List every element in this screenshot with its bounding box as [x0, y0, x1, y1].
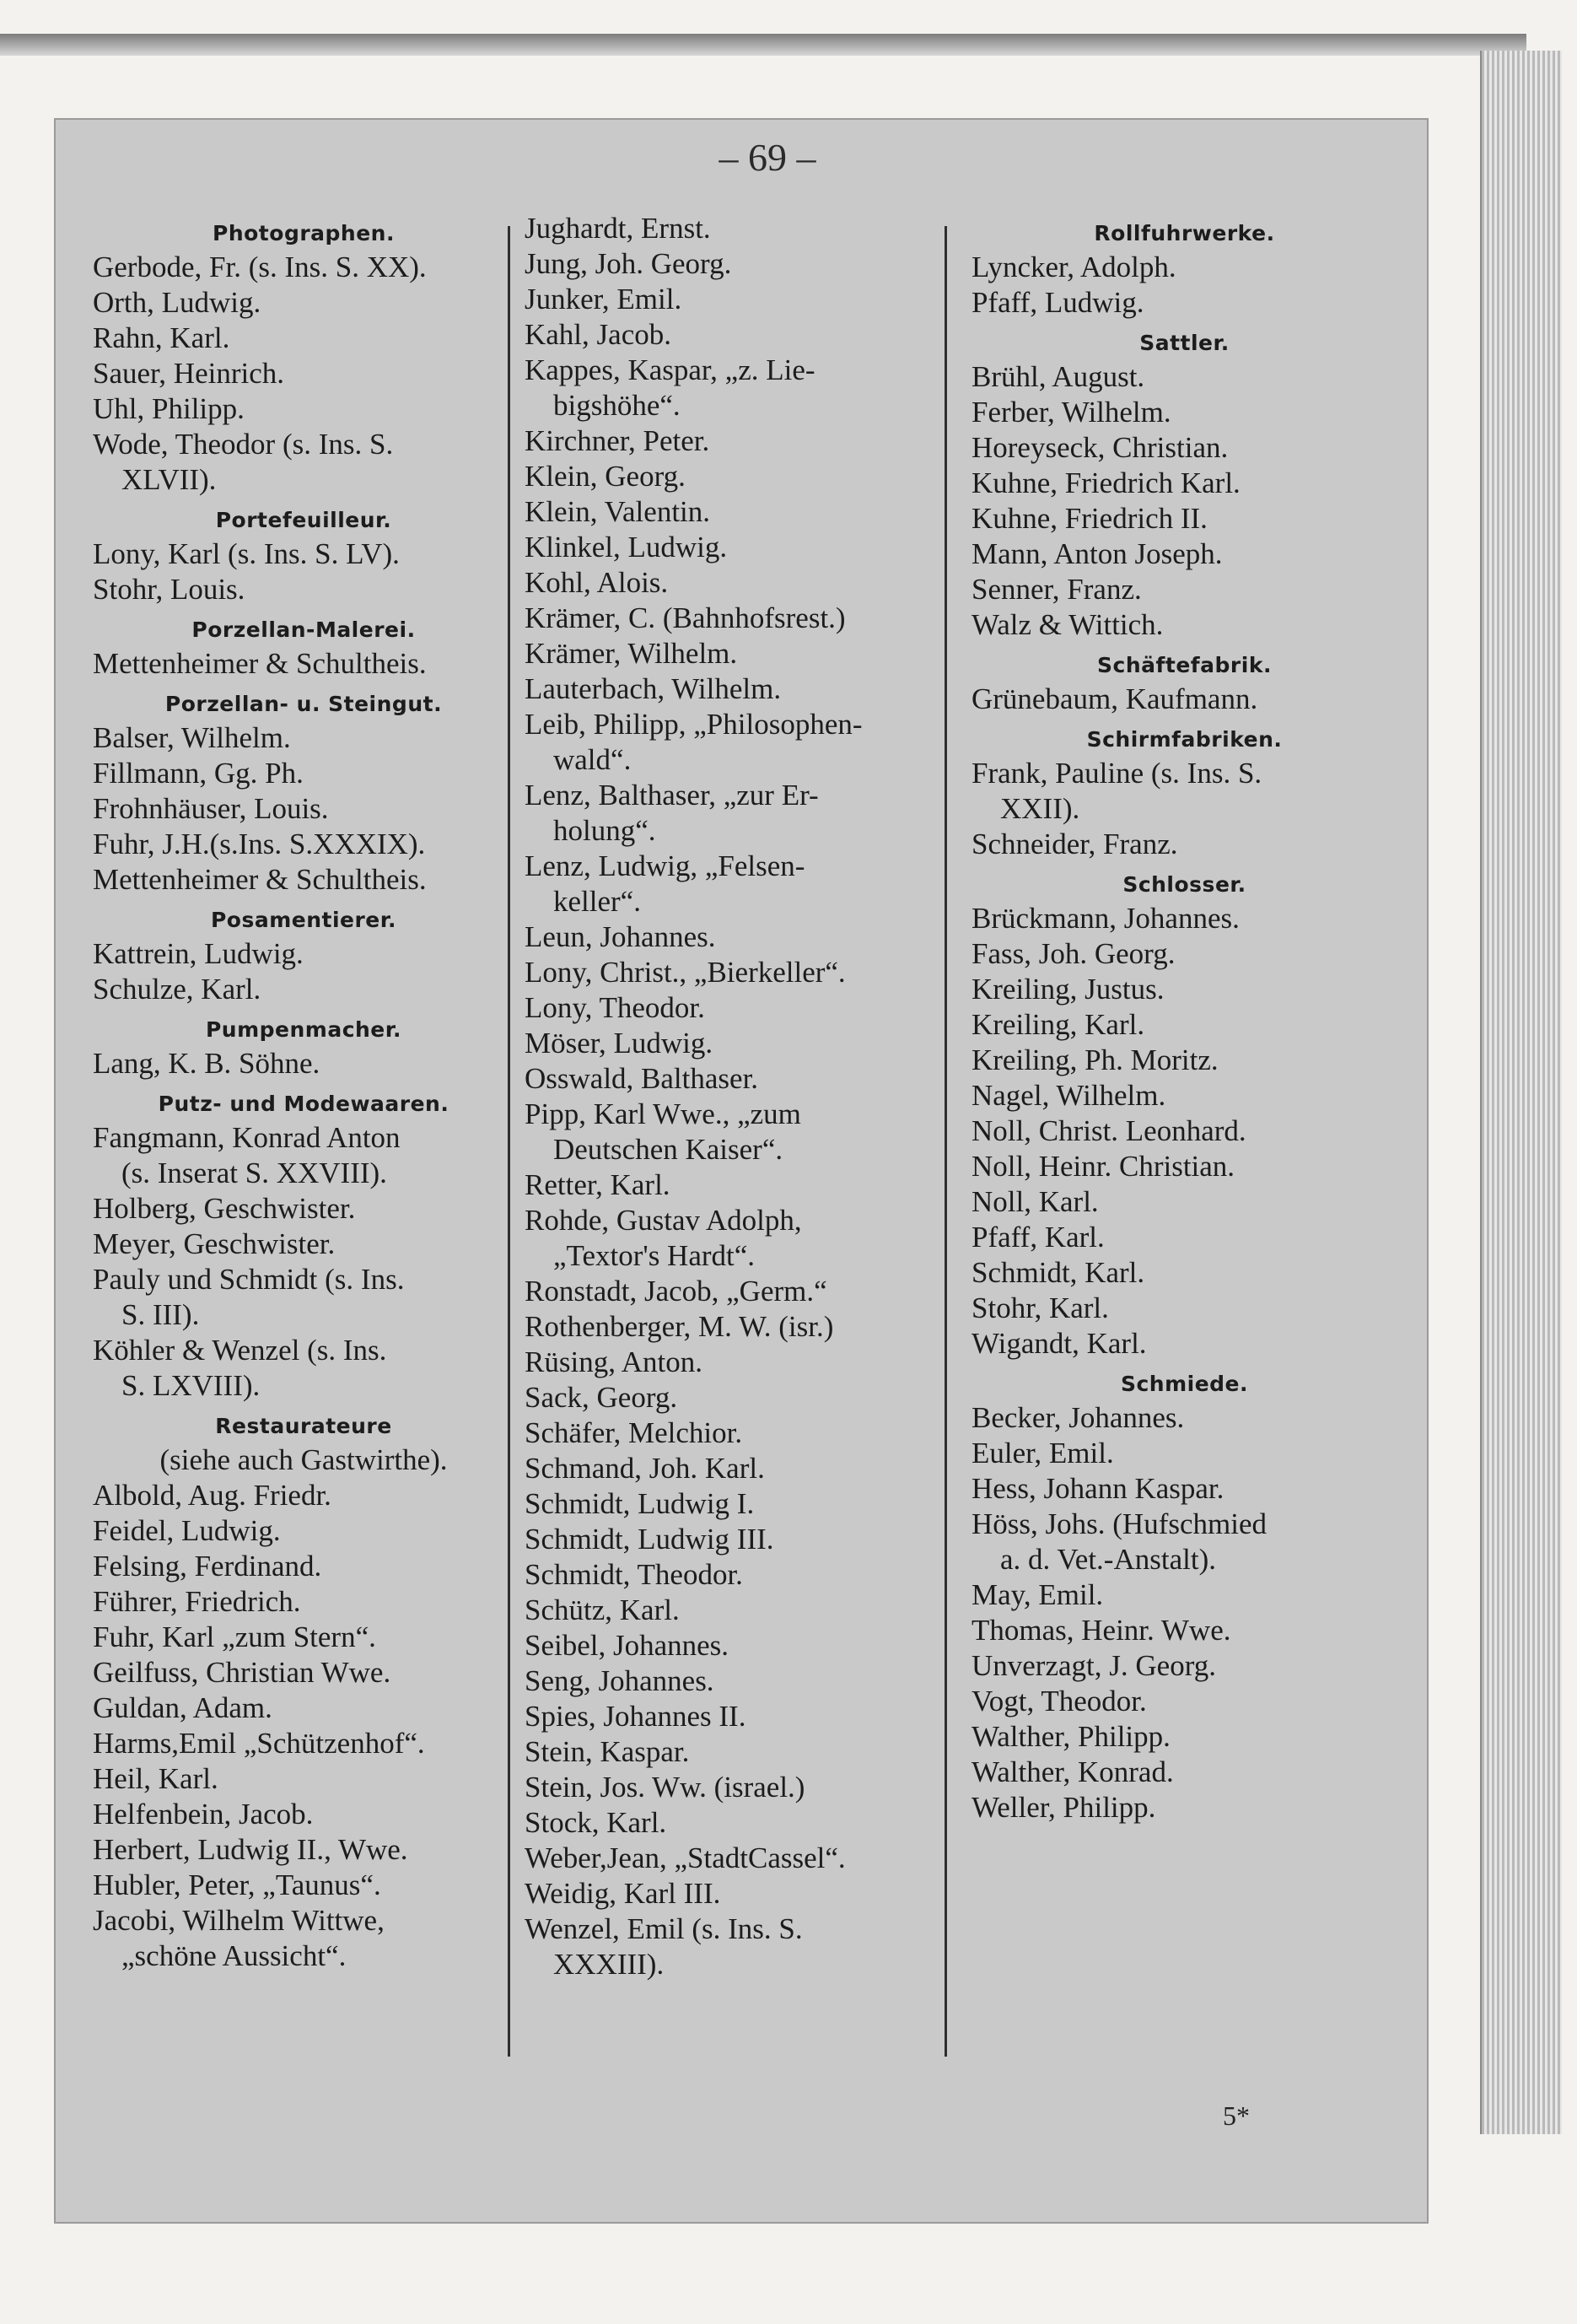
directory-entry: Lang, K. B. Söhne.: [93, 1047, 320, 1080]
directory-entry: Stohr, Louis.: [93, 573, 245, 606]
section-heading: Photographen.: [213, 221, 395, 245]
directory-entry: Meyer, Geschwister.: [93, 1227, 336, 1260]
directory-entry: Hubler, Peter, „Taunus“.: [93, 1868, 381, 1901]
directory-entry: Holberg, Geschwister.: [93, 1192, 356, 1225]
directory-entry: Fuhr, J.H.(s.Ins. S.XXXIX).: [93, 828, 426, 860]
directory-entry: Lony, Theodor.: [525, 991, 705, 1024]
directory-entry: holung“.: [553, 814, 656, 847]
directory-entry: Ferber, Wilhelm.: [971, 396, 1171, 429]
section-heading: Porzellan- u. Steingut.: [164, 692, 443, 716]
directory-entry: Fass, Joh. Georg.: [971, 937, 1176, 970]
section-heading: Posamentierer.: [210, 908, 397, 932]
directory-entry: Weidig, Karl III.: [525, 1877, 721, 1910]
directory-entry: Grünebaum, Kaufmann.: [971, 682, 1258, 715]
directory-entry: keller“.: [553, 885, 641, 918]
directory-entry: XLVII).: [121, 463, 217, 496]
directory-entry: Junker, Emil.: [525, 283, 682, 315]
directory-entry: Mettenheimer & Schultheis.: [93, 863, 427, 896]
directory-entry: Wenzel, Emil (s. Ins. S.: [525, 1912, 803, 1945]
directory-entry: Krämer, Wilhelm.: [525, 637, 738, 670]
directory-entry: Felsing, Ferdinand.: [93, 1550, 322, 1583]
directory-entry: Weber,Jean, „StadtCassel“.: [525, 1841, 846, 1874]
directory-entry: Becker, Johannes.: [971, 1401, 1185, 1434]
directory-entry: Kahl, Jacob.: [525, 318, 671, 351]
directory-entry: Stein, Jos. Ww. (israel.): [525, 1771, 805, 1804]
directory-entry: Rothenberger, M. W. (isr.): [525, 1310, 834, 1343]
directory-entry: Balser, Wilhelm.: [93, 721, 291, 754]
directory-entry: Gerbode, Fr. (s. Ins. S. XX).: [93, 251, 427, 283]
directory-entry: Uhl, Philipp.: [93, 392, 245, 425]
directory-entry: Lony, Karl (s. Ins. S. LV).: [93, 537, 400, 570]
directory-entry: bigshöhe“.: [553, 389, 681, 422]
page-number: – 69 –: [719, 136, 816, 179]
directory-entry: Walz & Wittich.: [971, 608, 1164, 641]
directory-entry: Sack, Georg.: [525, 1381, 678, 1414]
directory-entry: Vogt, Theodor.: [971, 1685, 1147, 1717]
directory-entry: Kattrein, Ludwig.: [93, 937, 304, 970]
directory-entry: a. d. Vet.-Anstalt).: [1000, 1543, 1216, 1576]
directory-entry: Frohnhäuser, Louis.: [93, 792, 329, 825]
directory-entry: Klinkel, Ludwig.: [525, 531, 728, 563]
directory-entry: Krämer, C. (Bahnhofsrest.): [525, 601, 846, 634]
directory-entry: Nagel, Wilhelm.: [971, 1079, 1166, 1112]
directory-entry: Stohr, Karl.: [971, 1291, 1109, 1324]
directory-entry: Kreiling, Justus.: [971, 973, 1165, 1006]
directory-entry: Euler, Emil.: [971, 1437, 1114, 1469]
directory-entry: Mettenheimer & Schultheis.: [93, 647, 427, 680]
directory-entry: Möser, Ludwig.: [525, 1027, 713, 1060]
section-heading: Restaurateure: [215, 1414, 392, 1438]
directory-entry: Retter, Karl.: [525, 1168, 670, 1201]
section-heading: Portefeuilleur.: [215, 508, 392, 532]
directory-entry: Fuhr, Karl „zum Stern“.: [93, 1620, 376, 1653]
directory-entry: Fangmann, Konrad Anton: [93, 1121, 401, 1154]
directory-entry: Brückmann, Johannes.: [971, 902, 1240, 935]
directory-entry: Klein, Valentin.: [525, 495, 711, 528]
directory-entry: Thomas, Heinr. Wwe.: [971, 1614, 1231, 1647]
directory-entry: Jacobi, Wilhelm Wittwe,: [93, 1904, 385, 1937]
directory-entry: Noll, Heinr. Christian.: [971, 1150, 1235, 1183]
directory-entry: (s. Inserat S. XXVIII).: [121, 1157, 387, 1189]
directory-entry: Wigandt, Karl.: [971, 1327, 1147, 1360]
section-heading: Sattler.: [1139, 331, 1230, 355]
section-heading: Porzellan-Malerei.: [191, 617, 416, 642]
directory-column-3: [971, 211, 1397, 1825]
directory-entry: S. III).: [121, 1298, 200, 1331]
directory-entry: Walther, Philipp.: [971, 1720, 1171, 1753]
directory-entry: Lauterbach, Wilhelm.: [525, 672, 782, 705]
directory-entry: Schmidt, Theodor.: [525, 1558, 743, 1591]
directory-entry: Weller, Philipp.: [971, 1791, 1156, 1824]
directory-entry: Unverzagt, J. Georg.: [971, 1649, 1216, 1682]
directory-entry: Sauer, Heinrich.: [93, 357, 284, 390]
directory-entry: Jung, Joh. Georg.: [525, 247, 732, 280]
directory-entry: Mann, Anton Joseph.: [971, 537, 1223, 570]
directory-entry: Seng, Johannes.: [525, 1664, 714, 1697]
directory-entry: Schmidt, Ludwig I.: [525, 1487, 755, 1520]
directory-entry: Fillmann, Gg. Ph.: [93, 757, 304, 790]
directory-entry: Noll, Christ. Leonhard.: [971, 1114, 1246, 1147]
top-edge-shadow: [0, 34, 1526, 56]
directory-entry: XXII).: [1000, 792, 1080, 825]
directory-entry: Schäfer, Melchior.: [525, 1416, 743, 1449]
directory-entry: Leun, Johannes.: [525, 920, 716, 953]
directory-entry: Pfaff, Ludwig.: [971, 286, 1144, 319]
directory-column-2: [525, 211, 967, 1982]
directory-entry: Heil, Karl.: [93, 1762, 218, 1795]
directory-entry: Noll, Karl.: [971, 1185, 1099, 1218]
directory-entry: Feidel, Ludwig.: [93, 1514, 281, 1547]
directory-entry: Pauly und Schmidt (s. Ins.: [93, 1263, 405, 1296]
directory-entry: Leib, Philipp, „Philosophen-: [525, 708, 863, 741]
directory-entry: Lenz, Balthaser, „zur Er-: [525, 779, 819, 812]
directory-entry: Walther, Konrad.: [971, 1755, 1174, 1788]
directory-entry: Seibel, Johannes.: [525, 1629, 729, 1662]
directory-entry: „Textor's Hardt“.: [553, 1239, 756, 1272]
directory-entry: Pfaff, Karl.: [971, 1221, 1105, 1254]
directory-entry: Deutschen Kaiser“.: [553, 1133, 783, 1166]
directory-entry: May, Emil.: [971, 1578, 1104, 1611]
directory-entry: Höss, Johs. (Hufschmied: [971, 1507, 1267, 1540]
sheet-signature: 5*: [1223, 2100, 1250, 2131]
directory-entry: Horeyseck, Christian.: [971, 431, 1229, 464]
directory-entry: Helfenbein, Jacob.: [93, 1798, 314, 1831]
directory-entry: „schöne Aussicht“.: [121, 1939, 347, 1972]
section-note: (siehe auch Gastwirthe).: [159, 1443, 448, 1476]
book-page-edges: [1480, 51, 1562, 2134]
directory-entry: Orth, Ludwig.: [93, 286, 261, 319]
directory-entry: Senner, Franz.: [971, 573, 1142, 606]
directory-entry: Schmand, Joh. Karl.: [525, 1452, 765, 1485]
directory-entry: Kirchner, Peter.: [525, 424, 710, 457]
directory-entry: Kreiling, Karl.: [971, 1008, 1145, 1041]
directory-entry: Schütz, Karl.: [525, 1593, 680, 1626]
directory-entry: Hess, Johann Kaspar.: [971, 1472, 1224, 1505]
directory-entry: Pipp, Karl Wwe., „zum: [525, 1097, 801, 1130]
directory-entry: Schmidt, Ludwig III.: [525, 1523, 774, 1556]
directory-entry: Albold, Aug. Friedr.: [93, 1479, 331, 1512]
section-heading: Schirmfabriken.: [1086, 727, 1283, 752]
directory-entry: XXXIII).: [553, 1948, 665, 1981]
directory-entry: Herbert, Ludwig II., Wwe.: [93, 1833, 408, 1866]
directory-entry: Führer, Friedrich.: [93, 1585, 301, 1618]
directory-entry: Wode, Theodor (s. Ins. S.: [93, 428, 394, 461]
section-heading: Schmiede.: [1120, 1372, 1249, 1396]
directory-entry: Osswald, Balthaser.: [525, 1062, 759, 1095]
section-heading: Putz- und Modewaaren.: [158, 1092, 449, 1116]
directory-entry: Kuhne, Friedrich Karl.: [971, 466, 1241, 499]
directory-entry: Klein, Georg.: [525, 460, 686, 493]
directory-entry: Geilfuss, Christian Wwe.: [93, 1656, 391, 1689]
directory-entry: Köhler & Wenzel (s. Ins.: [93, 1334, 387, 1367]
section-heading: Pumpenmacher.: [205, 1017, 402, 1042]
directory-entry: Kuhne, Friedrich II.: [971, 502, 1208, 535]
section-heading: Rollfuhrwerke.: [1094, 221, 1275, 245]
directory-entry: Stein, Kaspar.: [525, 1735, 690, 1768]
directory-entry: Rüsing, Anton.: [525, 1345, 703, 1378]
directory-entry: Rahn, Karl.: [93, 321, 230, 354]
directory-entry: Lenz, Ludwig, „Felsen-: [525, 849, 805, 882]
directory-entry: Harms,Emil „Schützenhof“.: [93, 1727, 425, 1760]
directory-entry: Lyncker, Adolph.: [971, 251, 1176, 283]
directory-entry: Kohl, Alois.: [525, 566, 669, 599]
section-heading: Schäftefabrik.: [1097, 653, 1272, 677]
directory-entry: Rohde, Gustav Adolph,: [525, 1204, 802, 1237]
directory-entry: Kreiling, Ph. Moritz.: [971, 1043, 1219, 1076]
directory-column-1: [93, 211, 514, 1974]
directory-entry: Schneider, Franz.: [971, 828, 1178, 860]
section-heading: Schlosser.: [1122, 872, 1246, 897]
directory-entry: wald“.: [553, 743, 632, 776]
directory-entry: Stock, Karl.: [525, 1806, 667, 1839]
directory-entry: Spies, Johannes II.: [525, 1700, 746, 1733]
directory-entry: Brühl, August.: [971, 360, 1145, 393]
directory-entry: Lony, Christ., „Bierkeller“.: [525, 956, 846, 989]
directory-entry: Guldan, Adam.: [93, 1691, 272, 1724]
directory-entry: Frank, Pauline (s. Ins. S.: [971, 757, 1262, 790]
directory-entry: Schulze, Karl.: [93, 973, 261, 1006]
directory-entry: S. LXVIII).: [121, 1369, 261, 1402]
directory-entry: Jughardt, Ernst.: [525, 212, 711, 245]
directory-entry: Ronstadt, Jacob, „Germ.“: [525, 1275, 827, 1308]
directory-entry: Kappes, Kaspar, „z. Lie-: [525, 353, 815, 386]
directory-entry: Schmidt, Karl.: [971, 1256, 1145, 1289]
